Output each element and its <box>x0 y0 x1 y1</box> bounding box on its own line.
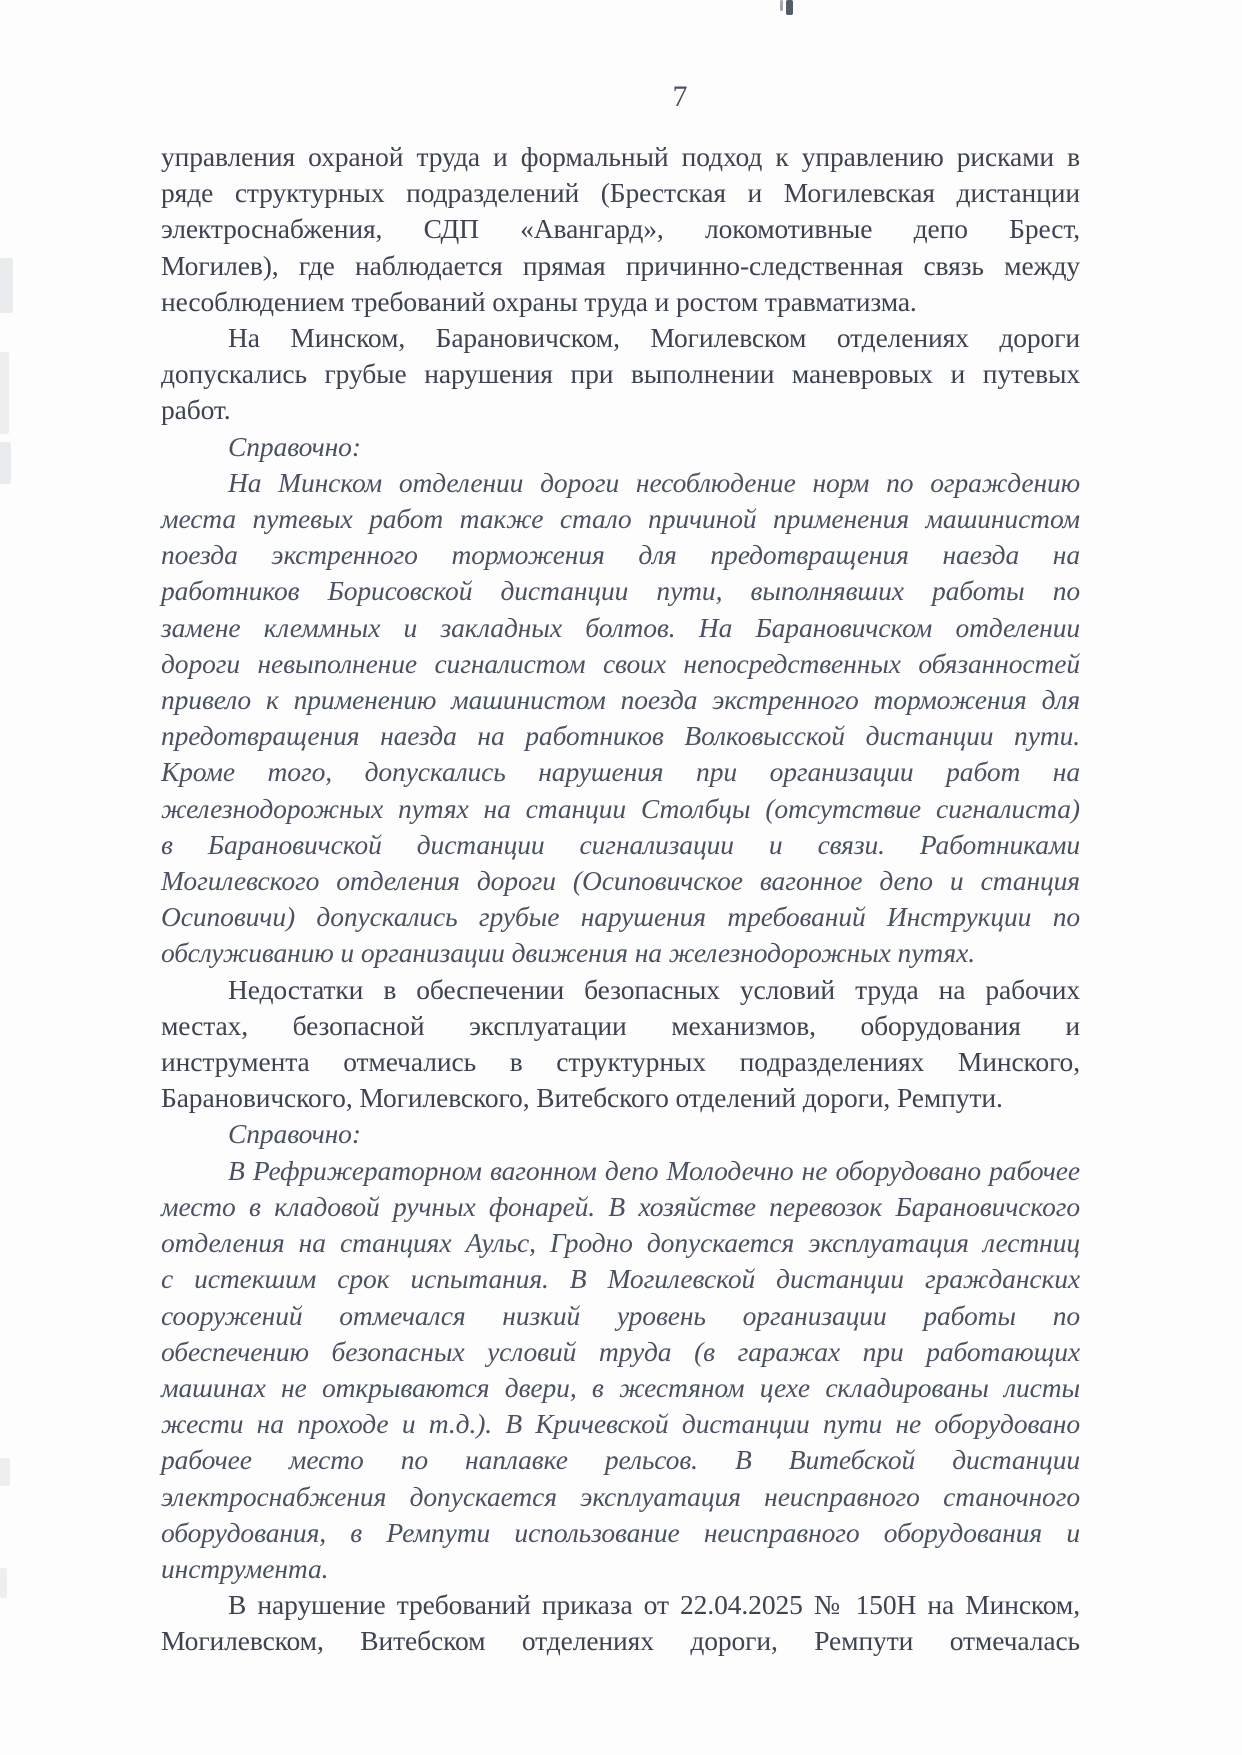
paragraph <box>161 429 1080 465</box>
text-line: Осиповичи) допускались грубые нарушения требований Инструкции по <box>161 901 1080 933</box>
text-line: работников Борисовской дистанции пути, выполнявших работы по <box>161 575 1080 607</box>
text-line: На Минском, Барановичском, Могилевском отделениях дороги <box>228 322 1080 354</box>
text-line: в Барановичской дистанции сигнализации и связи. Работниками <box>161 828 1080 860</box>
scan-artifact-left-4 <box>0 1458 10 1486</box>
text-line: места путевых работ также стало причиной применения машинистом <box>161 503 1080 535</box>
paragraph <box>161 139 1080 320</box>
paragraph <box>161 1153 1080 1587</box>
text-line: железнодорожных путях на станции Столбцы (отсутствие сигналиста) <box>161 792 1080 824</box>
text-line: На Минском отделении дороги несоблюдение норм по ограждению <box>228 466 1080 498</box>
document-body <box>161 139 1080 1660</box>
paragraph <box>161 1116 1080 1152</box>
text-line: допускались грубые нарушения при выполнении маневровых и путевых <box>161 358 1080 390</box>
text-line: с истекшим срок испытания. В Могилевской дистанции гражданских <box>161 1263 1080 1295</box>
text-line: Справочно: <box>228 430 361 462</box>
text-line: электроснабжения допускается эксплуатация неисправного станочного <box>161 1480 1080 1512</box>
text-line: ряде структурных подразделений (Брестская и Могилевская дистанции <box>161 177 1080 209</box>
text-line: обслуживанию и организации движения на железнодорожных путях. <box>161 937 975 969</box>
text-line: рабочее место по наплавке рельсов. В Витебской дистанции <box>161 1444 1080 1476</box>
text-line: сооружений отмечался низкий уровень организации работы по <box>161 1299 1080 1331</box>
text-line: замене клеммных и закладных болтов. На Барановичском отделении <box>161 611 1080 643</box>
scan-artifact-left-1 <box>0 258 13 313</box>
text-line: предотвращения наезда на работников Волковысской дистанции пути. <box>161 720 1080 752</box>
text-line: инструмента отмечались в структурных подразделениях Минского, <box>161 1046 1080 1078</box>
text-line: Могилевском, Витебском отделениях дороги, Ремпути отмечалась <box>161 1625 1080 1657</box>
text-line: инструмента. <box>161 1552 329 1584</box>
scan-artifact-left-3 <box>0 442 11 484</box>
text-line: электроснабжения, СДП «Авангард», локомотивные депо Брест, <box>161 213 1080 245</box>
text-line: местах, безопасной эксплуатации механизмов, оборудования и <box>161 1009 1080 1041</box>
scan-artifact-top-light <box>780 0 783 11</box>
text-line: Кроме того, допускались нарушения при организации работ на <box>161 756 1080 788</box>
text-line: Барановичского, Могилевского, Витебского отделений дороги, Ремпути. <box>161 1082 1003 1114</box>
text-line: оборудования, в Ремпути использование неисправного оборудования и <box>161 1516 1080 1548</box>
text-line: В Рефрижераторном вагонном депо Молодечно не оборудовано рабочее <box>228 1154 1080 1186</box>
text-line: отделения на станциях Аульс, Гродно допускается эксплуатация лестниц <box>161 1227 1080 1259</box>
text-line: поезда экстренного торможения для предотвращения наезда на <box>161 539 1080 571</box>
text-line: привело к применению машинистом поезда экстренного торможения для <box>161 684 1080 716</box>
scan-artifact-left-2 <box>0 352 9 434</box>
text-line: дороги невыполнение сигналистом своих непосредственных обязанностей <box>161 647 1080 679</box>
scan-artifact-left-5 <box>0 1568 7 1598</box>
page-number: 7 <box>672 80 688 113</box>
paragraph <box>161 972 1080 1117</box>
text-line: место в кладовой ручных фонарей. В хозяйстве перевозок Барановичского <box>161 1190 1080 1222</box>
text-line: несоблюдением требований охраны труда и ростом травматизма. <box>161 285 917 317</box>
paragraph <box>161 1587 1080 1659</box>
text-line: управления охраной труда и формальный подход к управлению рисками в <box>161 141 1080 172</box>
text-line: В нарушение требований приказа от 22.04.2025 № 150Н на Минском, <box>228 1589 1080 1621</box>
text-line: Могилев), где наблюдается прямая причинно-следственная связь между <box>161 249 1080 281</box>
scan-artifact-top-dark <box>786 0 793 15</box>
text-line: машинах не открываются двери, в жестяном цехе складированы листы <box>161 1371 1080 1403</box>
text-line: жести на проходе и т.д.). В Кричевской дистанции пути не оборудовано <box>161 1408 1080 1440</box>
paragraph <box>161 465 1080 972</box>
text-line: работ. <box>161 394 231 426</box>
paragraph <box>161 320 1080 429</box>
text-line: Могилевского отделения дороги (Осиповичское вагонное депо и станция <box>161 865 1080 897</box>
text-line: Справочно: <box>228 1118 361 1150</box>
text-line: обеспечению безопасных условий труда (в гаражах при работающих <box>161 1335 1080 1367</box>
text-line: Недостатки в обеспечении безопасных условий труда на рабочих <box>228 973 1080 1005</box>
